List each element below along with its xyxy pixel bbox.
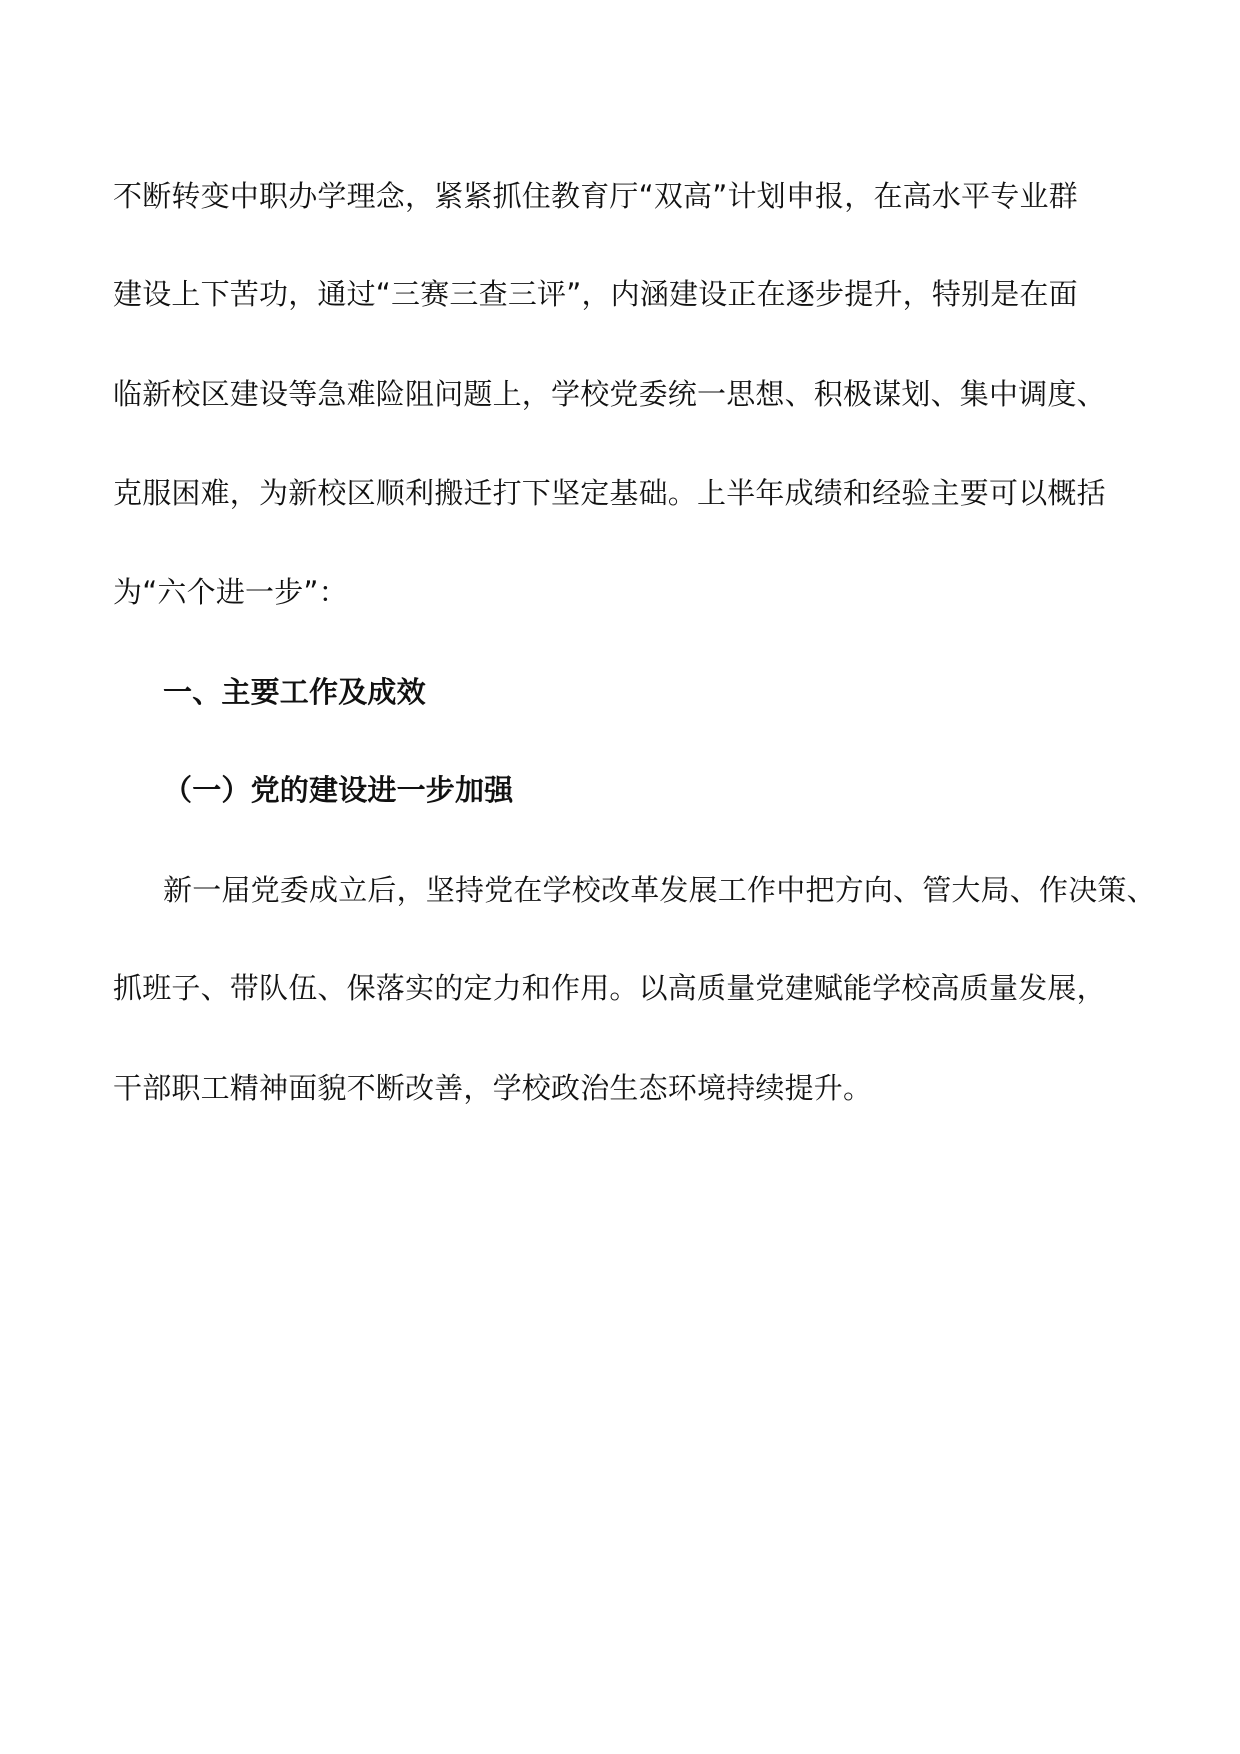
paragraph-line-5: 为“六个进一步”： bbox=[113, 575, 348, 609]
paragraph-line-4: 克服困难，为新校区顺利搬迁打下坚定基础。上半年成绩和经验主要可以概括 bbox=[113, 476, 1106, 510]
paragraph-line-1: 不断转变中职办学理念，紧紧抓住教育厅“双高”计划申报，在高水平专业群 bbox=[113, 179, 1078, 213]
paragraph-line-3: 临新校区建设等急难险阻问题上，学校党委统一思想、积极谋划、集中调度、 bbox=[113, 377, 1106, 411]
section-heading: 一、主要工作及成效 bbox=[163, 675, 426, 709]
paragraph-2-line-2: 抓班子、带队伍、保落实的定力和作用。以高质量党建赋能学校高质量发展， bbox=[113, 971, 1106, 1005]
subsection-heading: （一）党的建设进一步加强 bbox=[163, 773, 514, 807]
paragraph-line-2: 建设上下苦功，通过“三赛三查三评”，内涵建设正在逐步提升，特别是在面 bbox=[113, 277, 1078, 311]
paragraph-2-line-3: 干部职工精神面貌不断改善，学校政治生态环境持续提升。 bbox=[113, 1071, 873, 1105]
paragraph-2-line-1: 新一届党委成立后，坚持党在学校改革发展工作中把方向、管大局、作决策、 bbox=[163, 873, 1156, 907]
